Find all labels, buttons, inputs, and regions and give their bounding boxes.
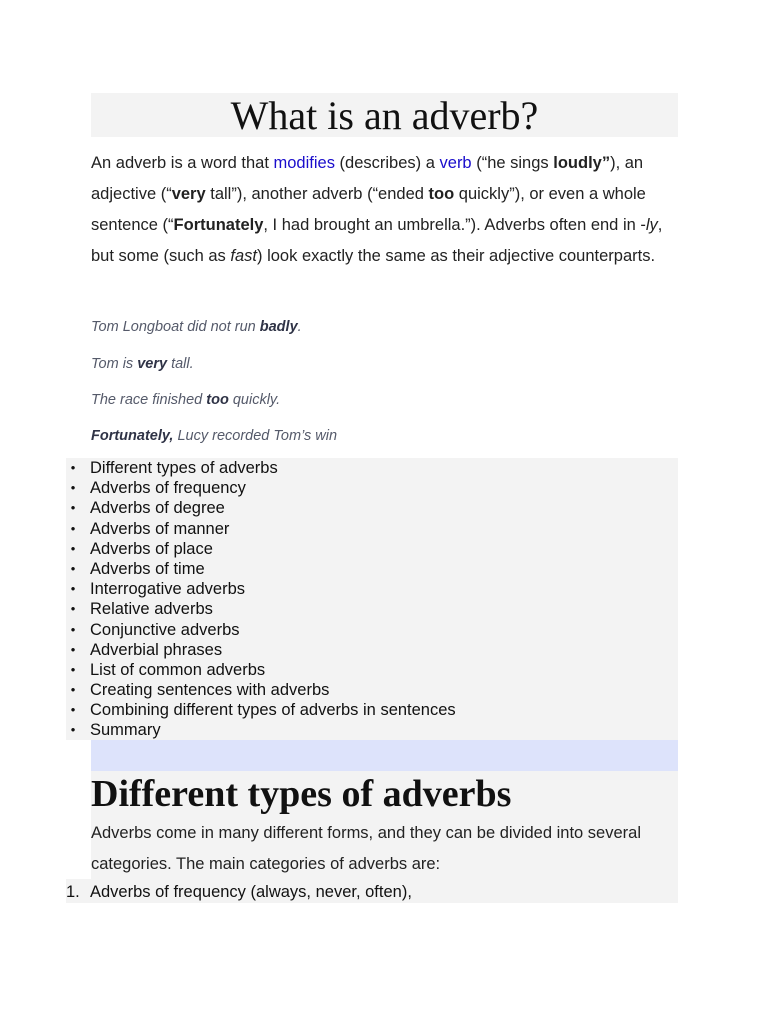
toc-item-label: Different types of adverbs <box>90 459 278 477</box>
bullet-icon: • <box>70 682 76 698</box>
example-text: quickly. <box>228 392 281 408</box>
bullet-icon: • <box>70 621 76 637</box>
toc-item[interactable] <box>66 458 678 478</box>
intro-text-8: , but some (such as <box>91 216 663 265</box>
example-adverb: very <box>137 356 168 372</box>
list-number: 1. <box>66 883 80 901</box>
bullet-icon: • <box>70 581 76 597</box>
toc-item-label: List of common adverbs <box>90 660 266 679</box>
intro-text-9: ) look exactly the same as their adjective counterparts. <box>257 247 656 265</box>
bullet-icon: • <box>70 661 76 677</box>
intro-italic-ly: ly <box>645 216 658 234</box>
section-intro: Adverbs come in many different forms, and they can be divided into several categories. The main categories of adverbs are: <box>91 824 641 873</box>
bullet-icon: • <box>70 722 76 738</box>
toc-item-label: Adverbs of time <box>90 559 205 578</box>
intro-bold-very: very <box>171 185 206 203</box>
table-of-contents <box>66 458 678 741</box>
list-item <box>66 881 678 903</box>
toc-item-label: Adverbs of degree <box>90 499 225 518</box>
toc-item-label: Conjunctive adverbs <box>90 620 240 639</box>
toc-item-label: Adverbs of place <box>90 539 213 558</box>
section-separator <box>91 740 678 771</box>
bullet-icon: • <box>70 480 76 496</box>
bullet-icon: • <box>70 601 76 617</box>
toc-item[interactable] <box>66 640 678 660</box>
link-verb[interactable]: verb <box>439 154 472 172</box>
intro-bold-fortunately: Fortunately <box>173 216 264 234</box>
toc-item[interactable] <box>66 660 678 680</box>
toc-item-label: Combining different types of adverbs in sentences <box>90 701 456 720</box>
intro-text-3: (“he sings <box>471 154 554 172</box>
bullet-icon: • <box>70 540 76 556</box>
toc-item-label: Summary <box>90 721 161 740</box>
toc-item[interactable] <box>66 599 678 619</box>
toc-item[interactable] <box>66 519 678 539</box>
intro-text-2: (describes) a <box>334 154 440 172</box>
toc-item-label: Adverbs of manner <box>90 519 230 538</box>
toc-item[interactable] <box>66 700 678 720</box>
toc-item[interactable] <box>66 559 678 579</box>
toc-item[interactable] <box>66 720 678 740</box>
toc-item[interactable] <box>66 478 678 498</box>
intro-bold-loudly: loudly” <box>553 154 611 172</box>
bullet-icon: • <box>70 520 76 536</box>
bullet-icon: • <box>70 500 76 516</box>
link-modifies[interactable]: modifies <box>273 154 335 172</box>
example-adverb: badly <box>259 319 298 335</box>
example-text: . <box>297 319 302 335</box>
intro-text-5: tall”), another adverb (“ended <box>205 185 429 203</box>
section-heading: Different types of adverbs <box>91 773 512 815</box>
toc-item[interactable] <box>66 680 678 700</box>
intro-text-4: ), an adjective (“ <box>91 154 644 203</box>
example-text: Tom Longboat did not run <box>91 319 260 335</box>
toc-item-label: Adverbial phrases <box>90 640 223 659</box>
intro-text-7: , I had brought an umbrella.”). Adverbs often end in - <box>263 216 646 234</box>
example-text: tall. <box>167 356 194 372</box>
bullet-icon: • <box>70 702 76 718</box>
toc-item-label: Interrogative adverbs <box>90 580 246 599</box>
toc-item-label: Creating sentences with adverbs <box>90 681 330 700</box>
example-sentence <box>91 391 280 409</box>
example-sentence <box>91 355 194 373</box>
example-adverb: Fortunately, <box>91 428 174 444</box>
toc-item-label: Adverbs of frequency <box>90 479 246 498</box>
toc-item[interactable] <box>66 539 678 559</box>
intro-bold-too: too <box>428 185 455 203</box>
toc-item-label: Relative adverbs <box>90 600 213 619</box>
intro-paragraph <box>91 148 678 272</box>
bullet-icon: • <box>70 641 76 657</box>
intro-text-6: quickly”), or even a whole sentence (“ <box>91 185 646 234</box>
example-text: The race finished <box>91 392 207 408</box>
toc-item[interactable] <box>66 498 678 518</box>
bullet-icon: • <box>70 460 76 475</box>
example-sentence <box>91 318 302 336</box>
intro-italic-fast: fast <box>230 247 258 265</box>
category-list <box>66 881 678 903</box>
example-text: Tom is <box>91 356 138 372</box>
toc-item[interactable] <box>66 579 678 599</box>
list-item-text: Adverbs of frequency (always, never, often), <box>90 883 412 901</box>
bullet-icon: • <box>70 560 76 576</box>
example-text: Lucy recorded Tom’s win <box>173 428 338 444</box>
intro-text-1: An adverb is a word that <box>91 154 274 172</box>
example-sentence <box>91 427 337 445</box>
page-title: What is an adverb? <box>230 93 539 138</box>
example-adverb: too <box>206 392 229 408</box>
toc-item[interactable] <box>66 620 678 640</box>
